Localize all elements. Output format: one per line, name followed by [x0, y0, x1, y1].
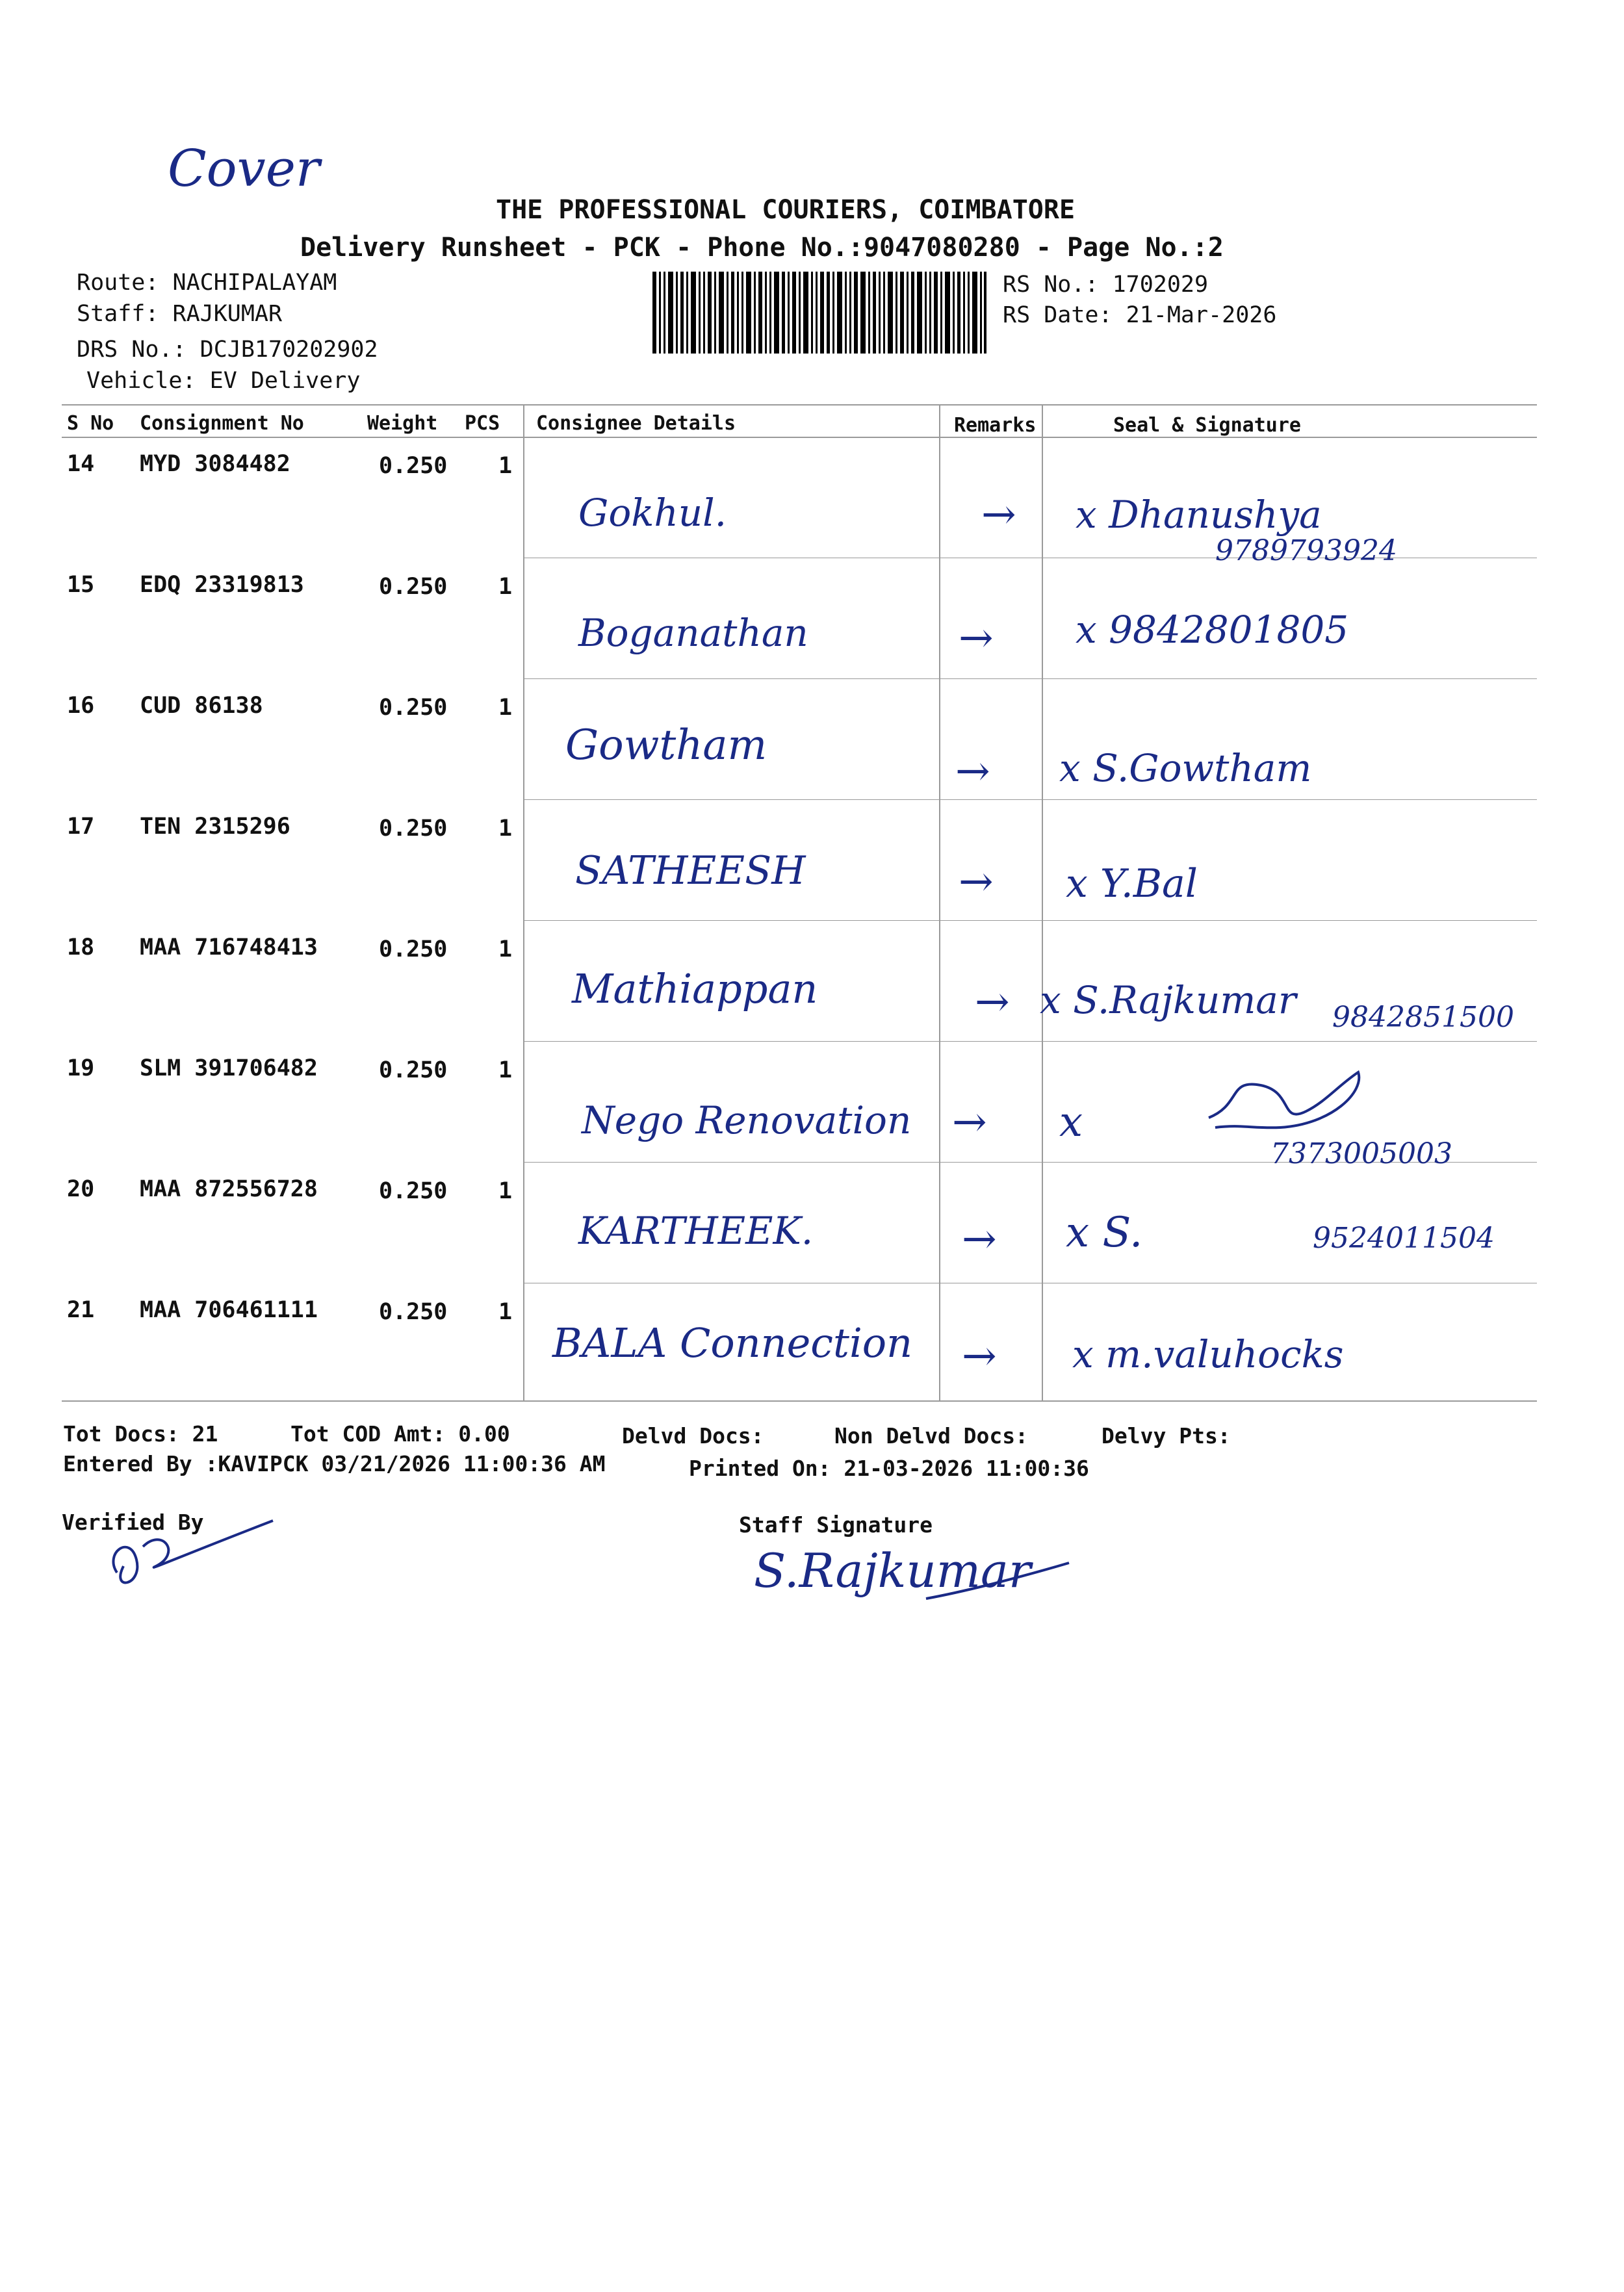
row-weight: 0.250	[379, 816, 448, 842]
row-seal-hand: x Dhanushya	[1076, 493, 1322, 537]
col-pcs: PCS	[465, 412, 500, 435]
row-seal-hand: x S.	[1066, 1209, 1143, 1257]
row-consignee-hand: Boganathan	[578, 611, 808, 655]
runsheet-subtitle: Delivery Runsheet - PCK - Phone No.:9047080280 - Page No.:2	[300, 233, 1224, 263]
company-title: THE PROFESSIONAL COURIERS, COIMBATORE	[496, 195, 1076, 225]
col-consignee: Consignee Details	[536, 412, 736, 435]
row-sno: 15	[67, 572, 95, 598]
verified-signature	[91, 1508, 286, 1605]
row-seal-note: 7373005003	[1270, 1137, 1452, 1170]
table-header-border	[62, 437, 1537, 438]
signature-scribble	[1202, 1066, 1371, 1137]
row-consignment: MAA 706461111	[140, 1297, 318, 1323]
row-consignee-hand: Mathiappan	[572, 965, 818, 1012]
row-remark-arrow: →	[952, 1098, 987, 1146]
total-cod: Tot COD Amt: 0.00	[290, 1421, 510, 1447]
staff-signature-stroke	[923, 1553, 1072, 1605]
total-docs: Tot Docs: 21	[63, 1421, 218, 1447]
row-pcs: 1	[498, 1178, 513, 1204]
row-pcs: 1	[498, 936, 513, 962]
col-consignment: Consignment No	[140, 412, 304, 435]
row-weight: 0.250	[379, 574, 448, 600]
delivered-docs: Delvd Docs:	[622, 1423, 764, 1449]
non-delivered-docs: Non Delvd Docs:	[834, 1423, 1029, 1449]
printed-on: Printed On: 21-03-2026 11:00:36	[689, 1456, 1089, 1481]
row-consignment: CUD 86138	[140, 693, 263, 719]
row-sno: 16	[67, 693, 95, 719]
row-sno: 20	[67, 1176, 95, 1202]
row-consignee-hand: Nego Renovation	[582, 1098, 912, 1142]
remarks-divider-left	[939, 404, 940, 1402]
row-remark-arrow: →	[962, 1215, 997, 1263]
row-seal-hand: x	[1059, 1098, 1083, 1146]
row-pcs: 1	[498, 1057, 513, 1083]
row-weight: 0.250	[379, 1178, 448, 1204]
verified-by-label: Verified By	[62, 1510, 204, 1535]
barcode-graphic	[652, 272, 986, 354]
row-remark-arrow: →	[959, 858, 994, 906]
row-seal-hand: x m.valuhocks	[1072, 1332, 1344, 1376]
staff: Staff: RAJKUMAR	[77, 301, 283, 327]
row-sno: 14	[67, 451, 95, 477]
row-pcs: 1	[498, 816, 513, 842]
rs-date: RS Date: 21-Mar-2026	[1003, 302, 1277, 328]
row-weight: 0.250	[379, 453, 448, 479]
row-remark-arrow: →	[955, 747, 990, 795]
row-sno: 17	[67, 814, 95, 840]
row-weight: 0.250	[379, 695, 448, 721]
barcode	[652, 272, 986, 354]
rs-number: RS No.: 1702029	[1003, 272, 1209, 298]
row-consignee-hand: SATHEESH	[575, 848, 806, 894]
row-consignee-hand: Gokhul.	[578, 491, 727, 535]
row-consignment: TEN 2315296	[140, 814, 290, 840]
row-seal-hand: x S.Rajkumar	[1040, 978, 1296, 1022]
table-top-border	[62, 404, 1537, 406]
handwritten-cover-note: Cover	[168, 140, 320, 198]
row-pcs: 1	[498, 1299, 513, 1325]
row-consignee-hand: Gowtham	[565, 721, 767, 769]
row-consignment: MYD 3084482	[140, 451, 290, 477]
row-pcs: 1	[498, 574, 513, 600]
row-weight: 0.250	[379, 1299, 448, 1325]
drs-number: DRS No.: DCJB170202902	[77, 337, 378, 363]
consignee-divider-left	[523, 404, 524, 1402]
row-seal-note: 9842851500	[1332, 1001, 1514, 1034]
row-consignment: MAA 872556728	[140, 1176, 318, 1202]
row-divider	[523, 799, 1537, 800]
row-consignee-hand: BALA Connection	[552, 1319, 913, 1367]
col-sno: S No	[67, 412, 114, 435]
row-weight: 0.250	[379, 936, 448, 962]
delivery-points: Delvy Pts:	[1102, 1423, 1231, 1449]
row-remark-arrow: →	[981, 491, 1016, 539]
row-seal-hand: x 9842801805	[1076, 608, 1349, 652]
route: Route: NACHIPALAYAM	[77, 270, 337, 296]
row-divider	[523, 920, 1537, 921]
row-weight: 0.250	[379, 1057, 448, 1083]
row-sno: 21	[67, 1297, 95, 1323]
row-pcs: 1	[498, 695, 513, 721]
row-seal-note: 9524011504	[1313, 1222, 1495, 1255]
entered-by: Entered By :KAVIPCK 03/21/2026 11:00:36 AM	[63, 1451, 606, 1476]
row-sno: 19	[67, 1055, 95, 1081]
row-seal-hand: x Y.Bal	[1066, 861, 1198, 907]
staff-signature-hand: S.Rajkumar	[754, 1543, 1031, 1598]
row-sno: 18	[67, 934, 95, 960]
row-seal-hand: x S.Gowtham	[1059, 746, 1312, 790]
row-consignee-hand: KARTHEEK.	[578, 1209, 814, 1253]
row-divider	[523, 678, 1537, 679]
staff-signature-label: Staff Signature	[739, 1512, 933, 1538]
row-seal-note: 9789793924	[1215, 534, 1397, 567]
row-remark-arrow: →	[975, 978, 1010, 1026]
seal-divider-left	[1042, 404, 1043, 1402]
col-seal: Seal & Signature	[1113, 414, 1301, 437]
table-bottom-border	[62, 1400, 1537, 1402]
vehicle: Vehicle: EV Delivery	[86, 368, 361, 394]
row-pcs: 1	[498, 453, 513, 479]
row-consignment: EDQ 23319813	[140, 572, 304, 598]
row-remark-arrow: →	[959, 614, 994, 662]
row-remark-arrow: →	[962, 1332, 997, 1380]
col-remarks: Remarks	[954, 414, 1037, 437]
col-weight: Weight	[367, 412, 438, 435]
row-divider	[523, 1041, 1537, 1042]
row-consignment: SLM 391706482	[140, 1055, 318, 1081]
row-consignment: MAA 716748413	[140, 934, 318, 960]
